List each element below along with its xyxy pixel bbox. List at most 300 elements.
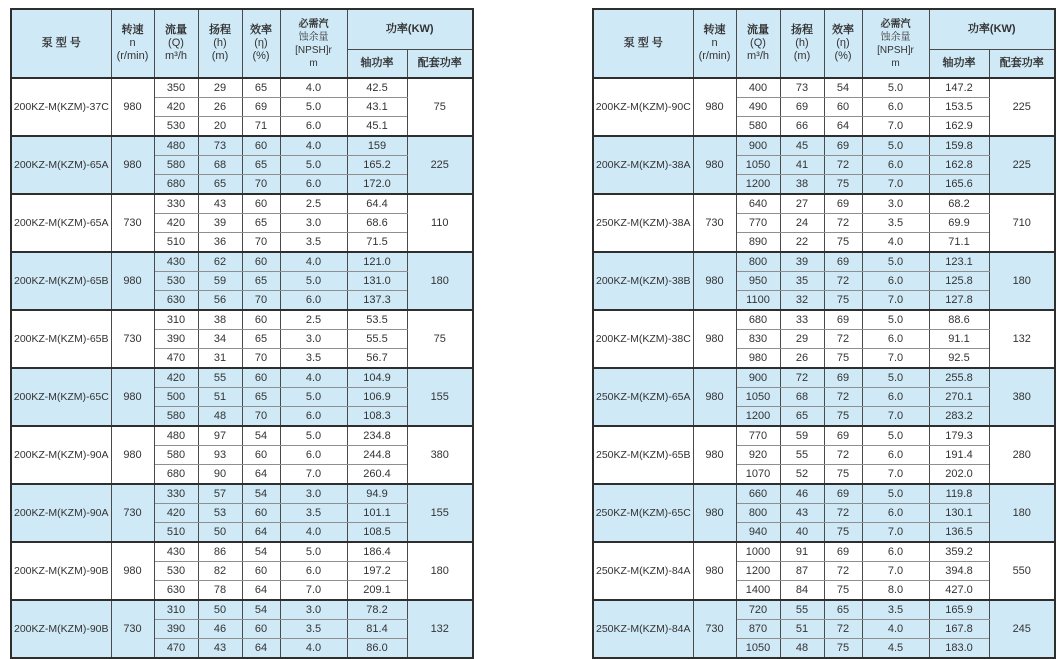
efficiency-cell: 72 xyxy=(824,214,862,233)
efficiency-cell: 64 xyxy=(242,523,280,543)
flow-cell: 680 xyxy=(736,310,780,330)
table-row xyxy=(593,136,1055,156)
head-cell: 90 xyxy=(198,465,242,485)
efficiency-cell: 75 xyxy=(824,581,862,601)
efficiency-cell: 65 xyxy=(242,388,280,407)
flow-cell: 530 xyxy=(154,272,198,291)
efficiency-cell: 69 xyxy=(824,136,862,156)
flow-cell: 580 xyxy=(154,446,198,465)
npsh-cell: 3.5 xyxy=(280,349,347,369)
flow-cell: 1050 xyxy=(736,388,780,407)
efficiency-cell: 70 xyxy=(242,291,280,311)
head-cell: 53 xyxy=(198,504,242,523)
head-header: 扬程 (h) (m) xyxy=(780,9,824,78)
shaft-power-cell: 101.1 xyxy=(347,504,407,523)
efficiency-cell: 69 xyxy=(824,426,862,446)
head-cell: 46 xyxy=(780,484,824,504)
head-cell: 39 xyxy=(198,214,242,233)
shaft-power-cell: 55.5 xyxy=(347,330,407,349)
pump-table-right-wrap xyxy=(592,8,1056,659)
model-cell: 200KZ-M(KZM)-65B xyxy=(11,310,111,368)
model-cell: 250KZ-M(KZM)-65A xyxy=(593,368,693,426)
head-cell: 87 xyxy=(780,562,824,581)
shaft-power-cell: 71.1 xyxy=(929,233,989,253)
speed-cell: 980 xyxy=(111,252,154,310)
efficiency-cell: 69 xyxy=(824,368,862,388)
flow-cell: 1100 xyxy=(736,291,780,311)
shaft-power-cell: 255.8 xyxy=(929,368,989,388)
speed-cell: 980 xyxy=(111,78,154,136)
head-cell: 45 xyxy=(780,136,824,156)
flow-cell: 580 xyxy=(154,407,198,427)
flow-cell: 390 xyxy=(154,620,198,639)
table-row xyxy=(11,426,473,446)
flow-cell: 470 xyxy=(154,639,198,659)
model-header: 泵 型 号 xyxy=(593,9,693,78)
shaft-power-cell: 43.1 xyxy=(347,98,407,117)
flow-cell: 390 xyxy=(154,330,198,349)
head-cell: 55 xyxy=(780,600,824,620)
shaft-power-cell: 209.1 xyxy=(347,581,407,601)
table-row xyxy=(593,310,1055,330)
npsh-cell: 7.0 xyxy=(280,465,347,485)
head-cell: 69 xyxy=(780,98,824,117)
head-cell: 59 xyxy=(198,272,242,291)
efficiency-cell: 75 xyxy=(824,291,862,311)
efficiency-cell: 65 xyxy=(242,214,280,233)
npsh-cell: 3.5 xyxy=(280,504,347,523)
flow-cell: 800 xyxy=(736,252,780,272)
head-cell: 33 xyxy=(780,310,824,330)
flow-cell: 1200 xyxy=(736,175,780,195)
head-cell: 56 xyxy=(198,291,242,311)
table-row xyxy=(11,136,473,156)
head-cell: 55 xyxy=(198,368,242,388)
model-cell: 250KZ-M(KZM)-65C xyxy=(593,484,693,542)
flow-cell: 660 xyxy=(736,484,780,504)
head-cell: 27 xyxy=(780,194,824,214)
shaft-power-cell: 191.4 xyxy=(929,446,989,465)
flow-cell: 430 xyxy=(154,542,198,562)
shaft-power-cell: 81.4 xyxy=(347,620,407,639)
head-cell: 43 xyxy=(780,504,824,523)
flow-cell: 920 xyxy=(736,446,780,465)
flow-cell: 420 xyxy=(154,214,198,233)
efficiency-cell: 72 xyxy=(824,330,862,349)
head-cell: 97 xyxy=(198,426,242,446)
shaft-power-cell: 165.6 xyxy=(929,175,989,195)
head-cell: 78 xyxy=(198,581,242,601)
efficiency-cell: 65 xyxy=(242,272,280,291)
efficiency-cell: 72 xyxy=(824,388,862,407)
head-cell: 46 xyxy=(198,620,242,639)
model-cell: 200KZ-M(KZM)-90B xyxy=(11,542,111,600)
npsh-cell: 7.0 xyxy=(862,523,929,543)
head-cell: 36 xyxy=(198,233,242,253)
efficiency-cell: 64 xyxy=(824,117,862,137)
table-row xyxy=(593,368,1055,388)
flow-cell: 770 xyxy=(736,426,780,446)
npsh-cell: 6.0 xyxy=(862,388,929,407)
npsh-cell: 6.0 xyxy=(280,175,347,195)
flow-cell: 680 xyxy=(154,465,198,485)
efficiency-cell: 72 xyxy=(824,446,862,465)
flow-cell: 1070 xyxy=(736,465,780,485)
power-group-header: 功率(KW) xyxy=(929,9,1055,49)
matched-power-cell: 75 xyxy=(407,310,473,368)
table-row xyxy=(11,194,473,214)
flow-cell: 530 xyxy=(154,562,198,581)
table-row xyxy=(11,484,473,504)
model-cell: 200KZ-M(KZM)-65A xyxy=(11,194,111,252)
efficiency-cell: 54 xyxy=(242,426,280,446)
shaft-power-cell: 165.2 xyxy=(347,156,407,175)
npsh-cell: 6.0 xyxy=(862,272,929,291)
flow-cell: 630 xyxy=(154,581,198,601)
flow-cell: 580 xyxy=(154,156,198,175)
speed-cell: 980 xyxy=(693,368,736,426)
speed-cell: 730 xyxy=(111,484,154,542)
efficiency-cell: 69 xyxy=(824,310,862,330)
npsh-cell: 3.0 xyxy=(280,330,347,349)
flow-cell: 530 xyxy=(154,117,198,137)
matched-power-cell: 180 xyxy=(407,542,473,600)
shaft-power-cell: 123.1 xyxy=(929,252,989,272)
flow-cell: 420 xyxy=(154,504,198,523)
efficiency-cell: 70 xyxy=(242,349,280,369)
npsh-cell: 4.0 xyxy=(862,620,929,639)
head-cell: 73 xyxy=(198,136,242,156)
flow-cell: 1400 xyxy=(736,581,780,601)
efficiency-cell: 69 xyxy=(824,484,862,504)
npsh-cell: 5.0 xyxy=(280,388,347,407)
shaft-power-cell: 56.7 xyxy=(347,349,407,369)
npsh-cell: 7.0 xyxy=(862,117,929,137)
npsh-cell: 6.0 xyxy=(862,504,929,523)
shaft-power-cell: 202.0 xyxy=(929,465,989,485)
flow-cell: 580 xyxy=(736,117,780,137)
flow-cell: 830 xyxy=(736,330,780,349)
shaft-power-cell: 68.6 xyxy=(347,214,407,233)
speed-cell: 980 xyxy=(693,78,736,136)
shaft-power-cell: 130.1 xyxy=(929,504,989,523)
efficiency-cell: 65 xyxy=(824,600,862,620)
npsh-cell: 7.0 xyxy=(862,175,929,195)
flow-cell: 900 xyxy=(736,368,780,388)
shaft-power-cell: 71.5 xyxy=(347,233,407,253)
speed-header: 转速 n (r/min) xyxy=(693,9,736,78)
model-cell: 200KZ-M(KZM)-90A xyxy=(11,484,111,542)
flow-cell: 950 xyxy=(736,272,780,291)
model-cell: 200KZ-M(KZM)-38B xyxy=(593,252,693,310)
npsh-cell: 6.0 xyxy=(862,156,929,175)
npsh-cell: 5.0 xyxy=(862,136,929,156)
efficiency-cell: 60 xyxy=(242,446,280,465)
header-row-1 xyxy=(593,9,1055,49)
npsh-cell: 4.0 xyxy=(280,136,347,156)
head-cell: 51 xyxy=(198,388,242,407)
matched-power-cell: 380 xyxy=(407,426,473,484)
head-cell: 26 xyxy=(780,349,824,369)
flow-cell: 800 xyxy=(736,504,780,523)
efficiency-cell: 71 xyxy=(242,117,280,137)
efficiency-cell: 64 xyxy=(242,581,280,601)
shaft-power-cell: 244.8 xyxy=(347,446,407,465)
table-row xyxy=(593,600,1055,620)
shaft-power-cell: 359.2 xyxy=(929,542,989,562)
flow-cell: 350 xyxy=(154,78,198,98)
header-row-1 xyxy=(11,9,473,49)
model-cell: 250KZ-M(KZM)-38A xyxy=(593,194,693,252)
head-cell: 39 xyxy=(780,252,824,272)
shaft-power-cell: 131.0 xyxy=(347,272,407,291)
model-cell: 200KZ-M(KZM)-90B xyxy=(11,600,111,658)
head-cell: 72 xyxy=(780,368,824,388)
shaft-power-cell: 427.0 xyxy=(929,581,989,601)
flow-cell: 680 xyxy=(154,175,198,195)
speed-cell: 730 xyxy=(111,600,154,658)
head-header: 扬程 (h) (m) xyxy=(198,9,242,78)
shaft-power-cell: 42.5 xyxy=(347,78,407,98)
matched-power-cell: 132 xyxy=(407,600,473,658)
speed-cell: 980 xyxy=(693,310,736,368)
efficiency-cell: 65 xyxy=(242,156,280,175)
flow-cell: 420 xyxy=(154,368,198,388)
npsh-cell: 3.0 xyxy=(862,194,929,214)
shaft-power-cell: 108.3 xyxy=(347,407,407,427)
shaft-power-header: 轴功率 xyxy=(929,49,989,78)
matched-power-header: 配套功率 xyxy=(989,49,1055,78)
efficiency-cell: 60 xyxy=(242,136,280,156)
head-cell: 38 xyxy=(780,175,824,195)
table-row xyxy=(11,368,473,388)
shaft-power-cell: 136.5 xyxy=(929,523,989,543)
npsh-cell: 6.0 xyxy=(862,446,929,465)
head-cell: 43 xyxy=(198,639,242,659)
flow-header: 流量 (Q) m³/h xyxy=(736,9,780,78)
npsh-cell: 5.0 xyxy=(862,78,929,98)
npsh-cell: 2.5 xyxy=(280,194,347,214)
speed-cell: 980 xyxy=(111,426,154,484)
model-cell: 250KZ-M(KZM)-84A xyxy=(593,542,693,600)
npsh-cell: 7.0 xyxy=(862,291,929,311)
shaft-power-cell: 162.9 xyxy=(929,117,989,137)
flow-header: 流量 (Q) m³/h xyxy=(154,9,198,78)
head-cell: 84 xyxy=(780,581,824,601)
pump-spec-table-left xyxy=(10,8,474,659)
speed-cell: 980 xyxy=(693,484,736,542)
npsh-cell: 4.5 xyxy=(862,639,929,659)
shaft-power-cell: 125.8 xyxy=(929,272,989,291)
head-cell: 35 xyxy=(780,272,824,291)
shaft-power-header: 轴功率 xyxy=(347,49,407,78)
npsh-cell: 5.0 xyxy=(280,542,347,562)
npsh-cell: 4.0 xyxy=(280,252,347,272)
shaft-power-cell: 88.6 xyxy=(929,310,989,330)
shaft-power-cell: 78.2 xyxy=(347,600,407,620)
model-cell: 200KZ-M(KZM)-38C xyxy=(593,310,693,368)
model-cell: 200KZ-M(KZM)-65B xyxy=(11,252,111,310)
shaft-power-cell: 165.9 xyxy=(929,600,989,620)
matched-power-cell: 110 xyxy=(407,194,473,252)
flow-cell: 720 xyxy=(736,600,780,620)
shaft-power-cell: 45.1 xyxy=(347,117,407,137)
efficiency-cell: 72 xyxy=(824,272,862,291)
matched-power-cell: 180 xyxy=(989,252,1055,310)
speed-cell: 730 xyxy=(111,194,154,252)
npsh-cell: 6.0 xyxy=(280,562,347,581)
shaft-power-cell: 234.8 xyxy=(347,426,407,446)
flow-cell: 890 xyxy=(736,233,780,253)
model-header: 泵 型 号 xyxy=(11,9,111,78)
head-cell: 68 xyxy=(198,156,242,175)
flow-cell: 940 xyxy=(736,523,780,543)
flow-cell: 310 xyxy=(154,600,198,620)
matched-power-cell: 225 xyxy=(989,78,1055,136)
efficiency-cell: 75 xyxy=(824,175,862,195)
table-row xyxy=(11,542,473,562)
efficiency-cell: 69 xyxy=(824,194,862,214)
flow-cell: 310 xyxy=(154,310,198,330)
table-row xyxy=(593,426,1055,446)
npsh-cell: 6.0 xyxy=(280,407,347,427)
efficiency-cell: 60 xyxy=(242,310,280,330)
matched-power-cell: 550 xyxy=(989,542,1055,600)
efficiency-cell: 64 xyxy=(242,465,280,485)
speed-cell: 980 xyxy=(693,252,736,310)
flow-cell: 1050 xyxy=(736,639,780,659)
model-cell: 200KZ-M(KZM)-90C xyxy=(593,78,693,136)
npsh-cell: 7.0 xyxy=(862,349,929,369)
speed-cell: 980 xyxy=(693,136,736,194)
head-cell: 82 xyxy=(198,562,242,581)
npsh-cell: 7.0 xyxy=(280,581,347,601)
head-cell: 22 xyxy=(780,233,824,253)
npsh-cell: 3.5 xyxy=(280,620,347,639)
efficiency-cell: 69 xyxy=(242,98,280,117)
table-row xyxy=(11,310,473,330)
head-cell: 29 xyxy=(780,330,824,349)
model-cell: 250KZ-M(KZM)-84A xyxy=(593,600,693,658)
efficiency-cell: 75 xyxy=(824,523,862,543)
efficiency-cell: 60 xyxy=(242,562,280,581)
npsh-cell: 5.0 xyxy=(862,426,929,446)
efficiency-cell: 70 xyxy=(242,407,280,427)
flow-cell: 980 xyxy=(736,349,780,369)
efficiency-cell: 69 xyxy=(824,542,862,562)
head-cell: 68 xyxy=(780,388,824,407)
head-cell: 91 xyxy=(780,542,824,562)
flow-cell: 1200 xyxy=(736,407,780,427)
flow-cell: 770 xyxy=(736,214,780,233)
speed-cell: 730 xyxy=(693,600,736,658)
efficiency-cell: 69 xyxy=(824,252,862,272)
head-cell: 65 xyxy=(198,175,242,195)
shaft-power-cell: 270.1 xyxy=(929,388,989,407)
npsh-cell: 5.0 xyxy=(280,272,347,291)
head-cell: 26 xyxy=(198,98,242,117)
npsh-cell: 5.0 xyxy=(280,426,347,446)
head-cell: 40 xyxy=(780,523,824,543)
npsh-cell: 5.0 xyxy=(862,310,929,330)
head-cell: 32 xyxy=(780,291,824,311)
pump-table-left-wrap xyxy=(10,8,474,659)
flow-cell: 1050 xyxy=(736,156,780,175)
head-cell: 73 xyxy=(780,78,824,98)
speed-header: 转速 n (r/min) xyxy=(111,9,154,78)
shaft-power-cell: 106.9 xyxy=(347,388,407,407)
table-row xyxy=(593,542,1055,562)
npsh-cell: 3.0 xyxy=(280,484,347,504)
matched-power-cell: 225 xyxy=(407,136,473,194)
efficiency-cell: 65 xyxy=(242,78,280,98)
shaft-power-cell: 137.3 xyxy=(347,291,407,311)
matched-power-cell: 710 xyxy=(989,194,1055,252)
flow-cell: 470 xyxy=(154,349,198,369)
speed-cell: 980 xyxy=(693,542,736,600)
npsh-cell: 5.0 xyxy=(862,368,929,388)
efficiency-cell: 60 xyxy=(824,98,862,117)
head-cell: 57 xyxy=(198,484,242,504)
efficiency-cell: 72 xyxy=(824,620,862,639)
flow-cell: 640 xyxy=(736,194,780,214)
npsh-cell: 4.0 xyxy=(862,233,929,253)
shaft-power-cell: 197.2 xyxy=(347,562,407,581)
shaft-power-cell: 186.4 xyxy=(347,542,407,562)
flow-cell: 1000 xyxy=(736,542,780,562)
shaft-power-cell: 394.8 xyxy=(929,562,989,581)
efficiency-cell: 75 xyxy=(824,639,862,659)
efficiency-cell: 70 xyxy=(242,175,280,195)
table-row xyxy=(11,78,473,98)
head-cell: 51 xyxy=(780,620,824,639)
efficiency-cell: 70 xyxy=(242,233,280,253)
speed-cell: 980 xyxy=(111,136,154,194)
speed-cell: 980 xyxy=(111,542,154,600)
matched-power-cell: 280 xyxy=(989,426,1055,484)
shaft-power-cell: 86.0 xyxy=(347,639,407,659)
npsh-cell: 3.0 xyxy=(280,600,347,620)
flow-cell: 510 xyxy=(154,523,198,543)
npsh-cell: 5.0 xyxy=(862,484,929,504)
efficiency-cell: 75 xyxy=(824,349,862,369)
npsh-cell: 3.5 xyxy=(280,233,347,253)
head-cell: 41 xyxy=(780,156,824,175)
matched-power-cell: 245 xyxy=(989,600,1055,658)
matched-power-cell: 132 xyxy=(989,310,1055,368)
matched-power-cell: 180 xyxy=(407,252,473,310)
shaft-power-cell: 94.9 xyxy=(347,484,407,504)
efficiency-cell: 60 xyxy=(242,368,280,388)
shaft-power-cell: 104.9 xyxy=(347,368,407,388)
shaft-power-cell: 167.8 xyxy=(929,620,989,639)
npsh-cell: 6.0 xyxy=(862,542,929,562)
efficiency-cell: 72 xyxy=(824,156,862,175)
model-cell: 250KZ-M(KZM)-65B xyxy=(593,426,693,484)
npsh-header: 必需汽 蚀余量 [NPSH]r m xyxy=(862,9,929,78)
npsh-cell: 6.0 xyxy=(280,291,347,311)
efficiency-cell: 54 xyxy=(242,600,280,620)
efficiency-cell: 60 xyxy=(242,252,280,272)
matched-power-cell: 155 xyxy=(407,368,473,426)
npsh-cell: 2.5 xyxy=(280,310,347,330)
npsh-cell: 8.0 xyxy=(862,581,929,601)
matched-power-header: 配套功率 xyxy=(407,49,473,78)
head-cell: 38 xyxy=(198,310,242,330)
model-cell: 200KZ-M(KZM)-90A xyxy=(11,426,111,484)
efficiency-header: 效率 (η) (%) xyxy=(242,9,280,78)
efficiency-cell: 60 xyxy=(242,194,280,214)
